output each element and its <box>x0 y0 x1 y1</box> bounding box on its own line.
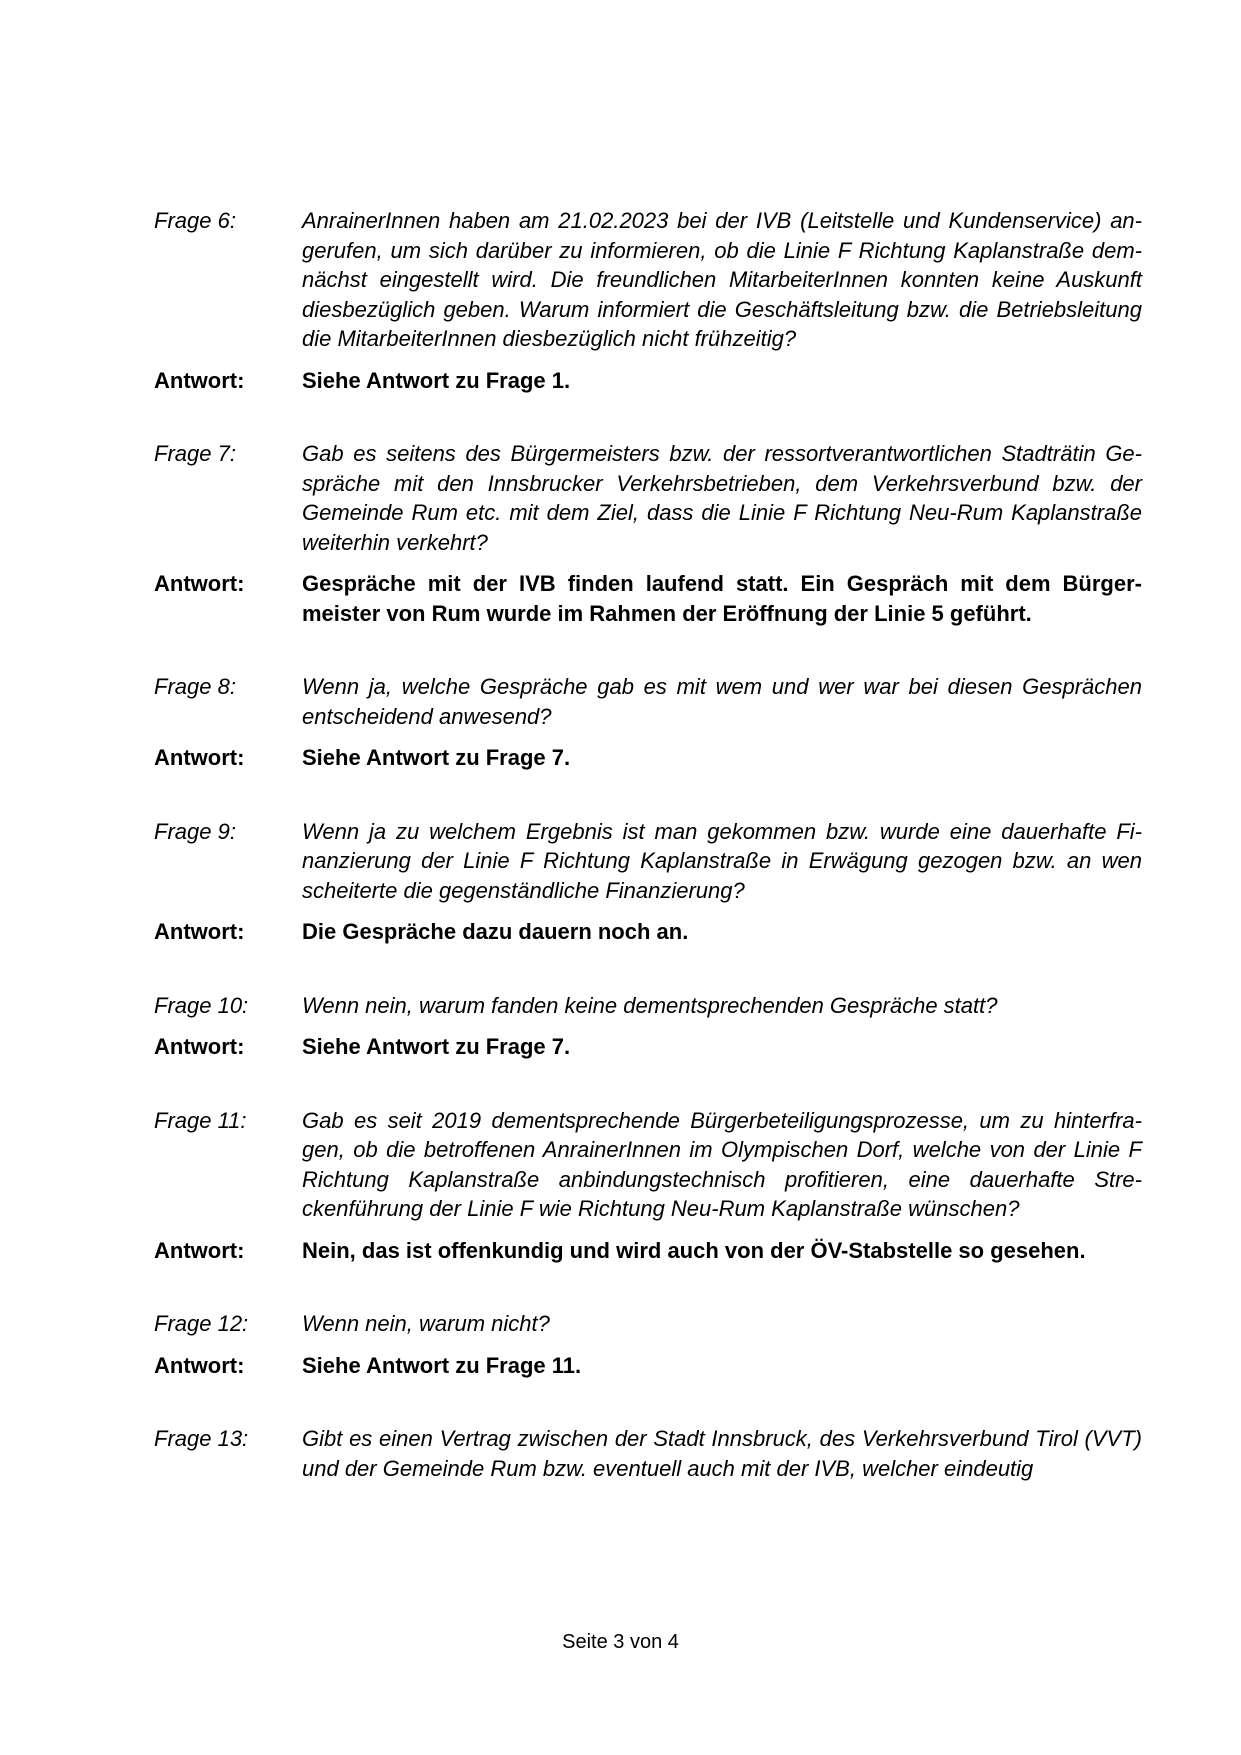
question-row <box>154 439 1142 557</box>
answer-row <box>154 1236 1142 1266</box>
question-text: AnrainerInnen haben am 21.02.2023 bei der IVB (Leitstelle und Kundenservice) angerufen, um sich darüber zu informieren, ob die Linie F Richtung Kaplanstraße demnächst eingestellt wird. Die freundlichen MitarbeiterInnen konnten keine Auskunft diesbezüglich geben. Warum informiert die Geschäftsleitung bzw. die Betriebsleitung die MitarbeiterInnen diesbezüglich nicht frühzeitig? <box>302 208 1142 351</box>
answer-text: Siehe Antwort zu Frage 7. <box>302 745 571 770</box>
answer-text: Siehe Antwort zu Frage 1. <box>302 367 571 393</box>
question-label: Frage 7: <box>154 441 236 466</box>
qa-block-12 <box>154 1309 1142 1380</box>
answer-label: Antwort: <box>154 745 245 770</box>
question-label: Frage 13: <box>154 1426 249 1451</box>
answer-text: Die Gespräche dazu dauern noch an. <box>302 919 689 944</box>
question-row <box>154 817 1142 906</box>
answer-text: Siehe Antwort zu Frage 7. <box>302 1034 571 1059</box>
question-row <box>154 672 1142 731</box>
question-label: Frage 12: <box>154 1311 249 1336</box>
answer-row <box>154 1032 1142 1062</box>
answer-row <box>154 1351 1142 1381</box>
question-label: Frage 8: <box>154 674 236 699</box>
answer-text: Nein, das ist offenkundig und wird auch von der ÖV-Stabstelle so gesehen. <box>302 1237 1086 1263</box>
qa-block-13 <box>154 1424 1142 1483</box>
question-row <box>154 1424 1142 1483</box>
answer-label: Antwort: <box>154 1034 245 1059</box>
answer-label: Antwort: <box>154 571 245 596</box>
page-number: Seite 3 von 4 <box>562 1631 679 1653</box>
answer-row <box>154 917 1142 947</box>
question-label: Frage 10: <box>154 992 249 1018</box>
qa-block-10 <box>154 991 1142 1062</box>
question-text: Wenn ja zu welchem Ergebnis ist man gekommen bzw. wurde eine dauerhafte Finanzierung der Linie F Richtung Kaplanstraße in Erwägung gezogen bzw. an wen scheiterte die gegenständliche Finanzierung? <box>302 818 1142 903</box>
question-text: Gab es seit 2019 dementsprechende Bürgerbeteiligungsprozesse, um zu hinterfragen, ob die betroffenen AnrainerInnen im Olympischen Dorf, welche von der Linie F Richtung Kaplanstraße anbindungstechnisch profitieren, eine dauerhafte Streckenführung der Linie F wie Richtung Neu-Rum Kaplanstraße wünschen? <box>302 1107 1142 1221</box>
qa-block-6 <box>154 206 1142 395</box>
qa-block-9 <box>154 817 1142 947</box>
answer-text: Siehe Antwort zu Frage 11. <box>302 1352 582 1378</box>
qa-block-8 <box>154 672 1142 773</box>
answer-row <box>154 569 1142 628</box>
question-label: Frage 9: <box>154 818 236 844</box>
document-body <box>154 206 1142 1527</box>
answer-label: Antwort: <box>154 367 245 393</box>
question-text: Wenn nein, warum nicht? <box>302 1311 550 1336</box>
question-text: Wenn ja, welche Gespräche gab es mit wem und wer war bei diesen Gesprächen entscheidend anwesend? <box>302 674 1142 729</box>
answer-row <box>154 743 1142 773</box>
qa-block-7 <box>154 439 1142 628</box>
answer-label: Antwort: <box>154 919 245 944</box>
question-text: Gibt es einen Vertrag zwischen der Stadt Innsbruck, des Verkehrsverbund Tirol (VVT) und der Gemeinde Rum bzw. eventuell auch mit der IVB, welcher eindeutig <box>302 1426 1142 1481</box>
question-row <box>154 1309 1142 1339</box>
answer-text: Gespräche mit der IVB finden laufend statt. Ein Gespräch mit dem Bürgermeister von Rum wurde im Rahmen der Eröffnung der Linie 5 geführt. <box>302 571 1142 626</box>
qa-block-11 <box>154 1106 1142 1266</box>
answer-row <box>154 366 1142 396</box>
question-text: Gab es seitens des Bürgermeisters bzw. der ressortverantwortlichen Stadträtin Gespräche mit den Innsbrucker Verkehrsbetrieben, dem Verkehrsverbund bzw. der Gemeinde Rum etc. mit dem Ziel, dass die Linie F Richtung Neu-Rum Kaplanstraße weiterhin verkehrt? <box>302 441 1142 555</box>
question-text: Wenn nein, warum fanden keine dementsprechenden Gespräche statt? <box>302 992 998 1018</box>
answer-label: Antwort: <box>154 1237 245 1263</box>
question-label: Frage 11: <box>154 1107 247 1133</box>
question-row <box>154 206 1142 354</box>
answer-label: Antwort: <box>154 1352 245 1378</box>
question-row <box>154 991 1142 1021</box>
question-row <box>154 1106 1142 1224</box>
question-label: Frage 6: <box>154 208 236 233</box>
